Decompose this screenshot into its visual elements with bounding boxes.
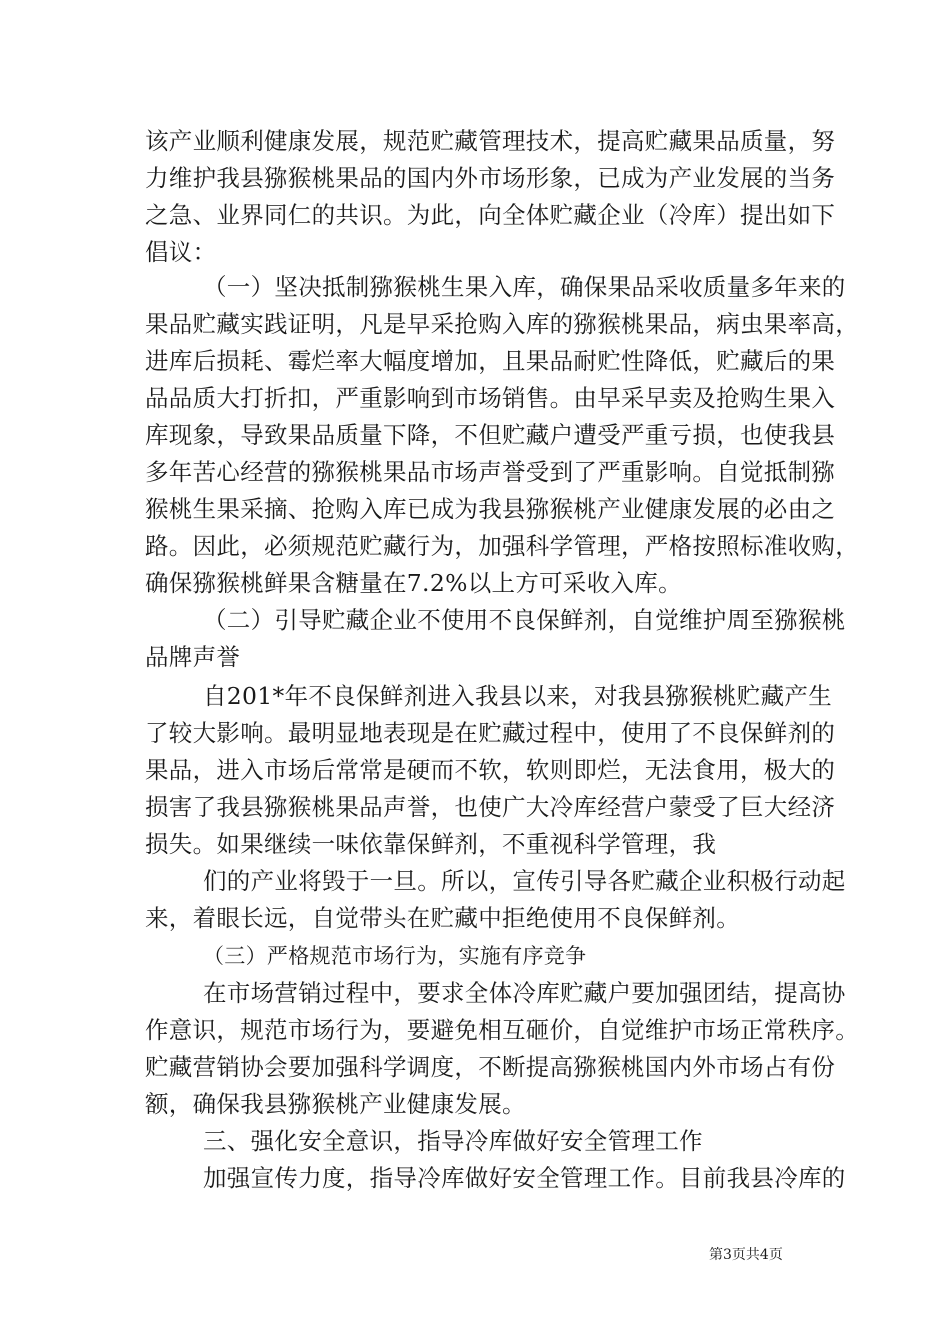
body-text-line: 贮藏营销协会要加强科学调度，不断提高猕猴桃国内外市场占有份 [145,1053,836,1081]
body-text-line: 自201*年不良保鲜剂进入我县以来，对我县猕猴桃贮藏产生 [203,682,833,710]
body-text-line: 库现象，导致果品质量下降，不但贮藏户遭受严重亏损，也使我县 [145,421,836,449]
body-text-line: 力维护我县猕猴桃果品的国内外市场形象，已成为产业发展的当务 [145,164,836,192]
body-text-line: 额，确保我县猕猴桃产业健康发展。 [145,1090,526,1118]
body-text-line: 们的产业将毁于一旦。所以，宣传引导各贮藏企业积极行动起 [203,867,846,895]
body-text-line: 倡议： [145,238,217,266]
body-text-line: 在市场营销过程中，要求全体冷库贮藏户要加强团结，提高协 [203,979,846,1007]
body-text-line: 来，着眼长远，自觉带头在贮藏中拒绝使用不良保鲜剂。 [145,904,740,932]
section-heading-line: （一）坚决抵制猕猴桃生果入库，确保果品采收质量多年来的 [203,273,846,301]
section-heading-line: （二）引导贮藏企业不使用不良保鲜剂，自觉维护周至猕猴桃 [203,606,846,634]
body-text-line: 确保猕猴桃鲜果含糖量在7.2%以上方可采收入库。 [145,569,682,597]
body-text-line: 之急、业界同仁的共识。为此，向全体贮藏企业（冷库）提出如下 [145,201,836,229]
section-heading-line: 三、强化安全意识，指导冷库做好安全管理工作 [203,1127,703,1155]
body-text-line: 猴桃生果采摘、抢购入库已成为我县猕猴桃产业健康发展的必由之 [145,495,836,523]
body-text-line: 进库后损耗、霉烂率大幅度增加，且果品耐贮性降低，贮藏后的果 [145,347,836,375]
body-text-line: 损失。如果继续一味依靠保鲜剂，不重视科学管理，我 [145,830,717,858]
body-text-line: 果品贮藏实践证明，凡是早采抢购入库的猕猴桃果品，病虫果率高， [145,310,859,338]
section-heading-line: （三）严格规范市场行为，实施有序竞争 [203,944,587,968]
body-text-line: 加强宣传力度，指导冷库做好安全管理工作。目前我县冷库的 [203,1164,846,1192]
page-number-footer: 第3页共4页 [709,1247,783,1263]
body-text-line: 路。因此，必须规范贮藏行为，加强科学管理，严格按照标准收购， [145,532,859,560]
body-text-line: 损害了我县猕猴桃果品声誉，也使广大冷库经营户蒙受了巨大经济 [145,793,836,821]
body-text-line: 果品，进入市场后常常是硬而不软，软则即烂，无法食用，极大的 [145,756,836,784]
body-text-line: 该产业顺利健康发展，规范贮藏管理技术，提高贮藏果品质量，努 [145,127,836,155]
body-text-line: 作意识，规范市场行为，要避免相互砸价，自觉维护市场正常秩序。 [145,1016,859,1044]
body-text-line: 了较大影响。最明显地表现是在贮藏过程中，使用了不良保鲜剂的 [145,719,836,747]
body-text-line: 品品质大打折扣，严重影响到市场销售。由早采早卖及抢购生果入 [145,384,836,412]
body-text-line: 多年苦心经营的猕猴桃果品市场声誉受到了严重影响。自觉抵制猕 [145,458,836,486]
body-text-line: 品牌声誉 [145,643,241,671]
